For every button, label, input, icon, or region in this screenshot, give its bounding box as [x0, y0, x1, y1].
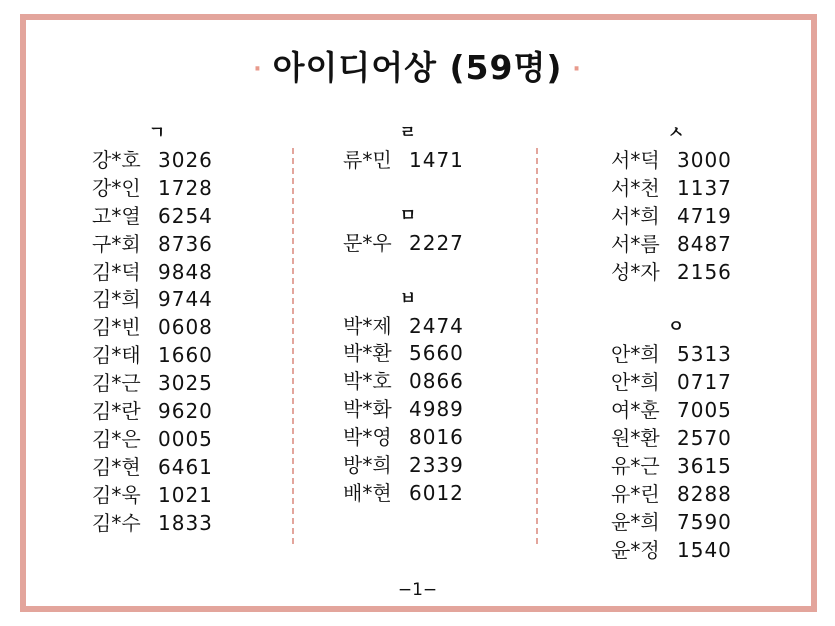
- list-item: [92, 231, 222, 259]
- winner-code: 1137: [677, 175, 732, 200]
- list-item: [92, 342, 222, 370]
- title-text: 아이디어상 (59명): [272, 48, 563, 87]
- winner-name: 박*호: [343, 369, 392, 394]
- winner-name: 박*화: [343, 397, 392, 422]
- winner-code: 8736: [158, 231, 213, 256]
- winner-code: 8016: [409, 425, 464, 450]
- winner-code: 2339: [409, 453, 464, 478]
- group-header: ㄹ: [399, 123, 417, 143]
- winner-name: 문*우: [343, 230, 392, 255]
- winner-name: 서*천: [611, 175, 660, 200]
- winner-code: 1833: [158, 510, 213, 535]
- winner-name: 류*민: [343, 148, 392, 172]
- page-title: [0, 42, 835, 89]
- winner-code: 2570: [677, 426, 732, 451]
- winner-code: 7005: [677, 398, 732, 423]
- winner-code: 1021: [158, 482, 213, 507]
- group-header: ㅁ: [399, 205, 417, 226]
- list-item: [611, 509, 741, 537]
- group-header: ㄱ: [148, 123, 166, 143]
- winner-name: 김*욱: [92, 482, 141, 507]
- winner-name: 서*덕: [611, 148, 660, 172]
- winner-name: 김*은: [92, 426, 141, 451]
- winner-code: 6012: [409, 480, 464, 505]
- list-item: [611, 453, 741, 481]
- list-item: [92, 398, 222, 426]
- winner-code: 6254: [158, 203, 213, 228]
- winner-code: 8487: [677, 231, 732, 256]
- list-item: [92, 426, 222, 454]
- list-item: [92, 510, 222, 538]
- winner-name: 원*환: [611, 426, 660, 451]
- group-spacer: [343, 258, 473, 286]
- list-item: [92, 203, 222, 231]
- winner-name: 방*희: [343, 453, 392, 478]
- winner-code: 1540: [677, 537, 732, 562]
- winner-code: 5660: [409, 341, 464, 366]
- winner-name: 박*제: [343, 313, 392, 338]
- winner-code: 4719: [677, 203, 732, 228]
- list-item: [343, 368, 473, 396]
- list-item: [92, 147, 222, 175]
- winner-name: 강*인: [92, 175, 141, 200]
- winner-code: 8288: [677, 481, 732, 506]
- winner-code: 4989: [409, 397, 464, 422]
- winner-code: 2156: [677, 259, 732, 284]
- list-item: [92, 314, 222, 342]
- winner-name: 윤*정: [611, 537, 660, 562]
- winner-code: 7590: [677, 509, 732, 534]
- winner-code: 3000: [677, 148, 732, 172]
- column-1: [92, 120, 222, 537]
- list-item: [611, 397, 741, 425]
- winner-name: 김*빈: [92, 315, 141, 340]
- list-item: [611, 369, 741, 397]
- list-item: [611, 175, 741, 203]
- winner-name: 강*호: [92, 148, 141, 172]
- winner-name: 서*름: [611, 231, 660, 256]
- list-item: [611, 537, 741, 565]
- winner-code: 0005: [158, 426, 213, 451]
- list-item: [343, 396, 473, 424]
- group-header: ㅅ: [667, 123, 685, 143]
- list-item: [343, 424, 473, 452]
- winner-name: 김*근: [92, 371, 141, 396]
- title-dot-right: ·: [572, 57, 582, 82]
- winner-name: 서*희: [611, 203, 660, 228]
- list-item: [92, 175, 222, 203]
- winner-code: 9744: [158, 287, 213, 312]
- winner-code: 1471: [409, 148, 464, 172]
- winner-name: 김*현: [92, 454, 141, 479]
- winner-name: 김*란: [92, 399, 141, 424]
- winner-name: 유*린: [611, 481, 660, 506]
- list-item: [92, 259, 222, 287]
- winner-name: 김*태: [92, 343, 141, 368]
- title-dot-left: ·: [253, 57, 263, 82]
- group-header: ㅂ: [399, 288, 417, 309]
- winner-name: 여*훈: [611, 398, 660, 423]
- winner-code: 0717: [677, 370, 732, 395]
- winner-name: 김*덕: [92, 259, 141, 284]
- list-item: [343, 230, 473, 258]
- winner-name: 안*희: [611, 342, 660, 367]
- list-item: [92, 370, 222, 398]
- winner-code: 0608: [158, 315, 213, 340]
- group-spacer: [611, 286, 741, 314]
- winner-name: 김*수: [92, 510, 141, 535]
- winner-code: 3615: [677, 453, 732, 478]
- winner-name: 윤*희: [611, 509, 660, 534]
- column-2: [343, 120, 473, 508]
- column-divider: [536, 148, 538, 544]
- list-item: [92, 454, 222, 482]
- winner-code: 6461: [158, 454, 213, 479]
- winner-code: 9848: [158, 259, 213, 284]
- list-item: [343, 147, 473, 175]
- group-header: ㅇ: [667, 317, 685, 338]
- list-item: [611, 147, 741, 175]
- page-number: −1−: [397, 580, 438, 600]
- winner-name: 배*현: [343, 480, 392, 505]
- list-item: [343, 340, 473, 368]
- winner-code: 9620: [158, 399, 213, 424]
- winner-name: 고*열: [92, 203, 141, 228]
- list-item: [611, 425, 741, 453]
- winner-name: 박*영: [343, 425, 392, 450]
- winner-name: 유*근: [611, 453, 660, 478]
- winner-code: 5313: [677, 342, 732, 367]
- list-item: [92, 482, 222, 510]
- winner-code: 3025: [158, 371, 213, 396]
- winner-code: 2227: [409, 230, 464, 255]
- winner-name: 구*회: [92, 231, 141, 256]
- list-item: [343, 480, 473, 508]
- winner-code: 3026: [158, 148, 213, 172]
- winner-name: 성*자: [611, 259, 660, 284]
- winner-code: 2474: [409, 313, 464, 338]
- winner-name: 김*희: [92, 287, 141, 312]
- list-item: [343, 313, 473, 341]
- column-3: [611, 120, 741, 564]
- list-item: [611, 259, 741, 287]
- winner-name: 안*희: [611, 370, 660, 395]
- list-item: [343, 452, 473, 480]
- list-item: [92, 286, 222, 314]
- list-item: [611, 231, 741, 259]
- list-item: [611, 341, 741, 369]
- list-item: [611, 481, 741, 509]
- winner-code: 0866: [409, 369, 464, 394]
- winner-code: 1660: [158, 343, 213, 368]
- group-spacer: [343, 175, 473, 203]
- list-item: [611, 203, 741, 231]
- winner-code: 1728: [158, 175, 213, 200]
- column-divider: [292, 148, 294, 544]
- winner-name: 박*환: [343, 341, 392, 366]
